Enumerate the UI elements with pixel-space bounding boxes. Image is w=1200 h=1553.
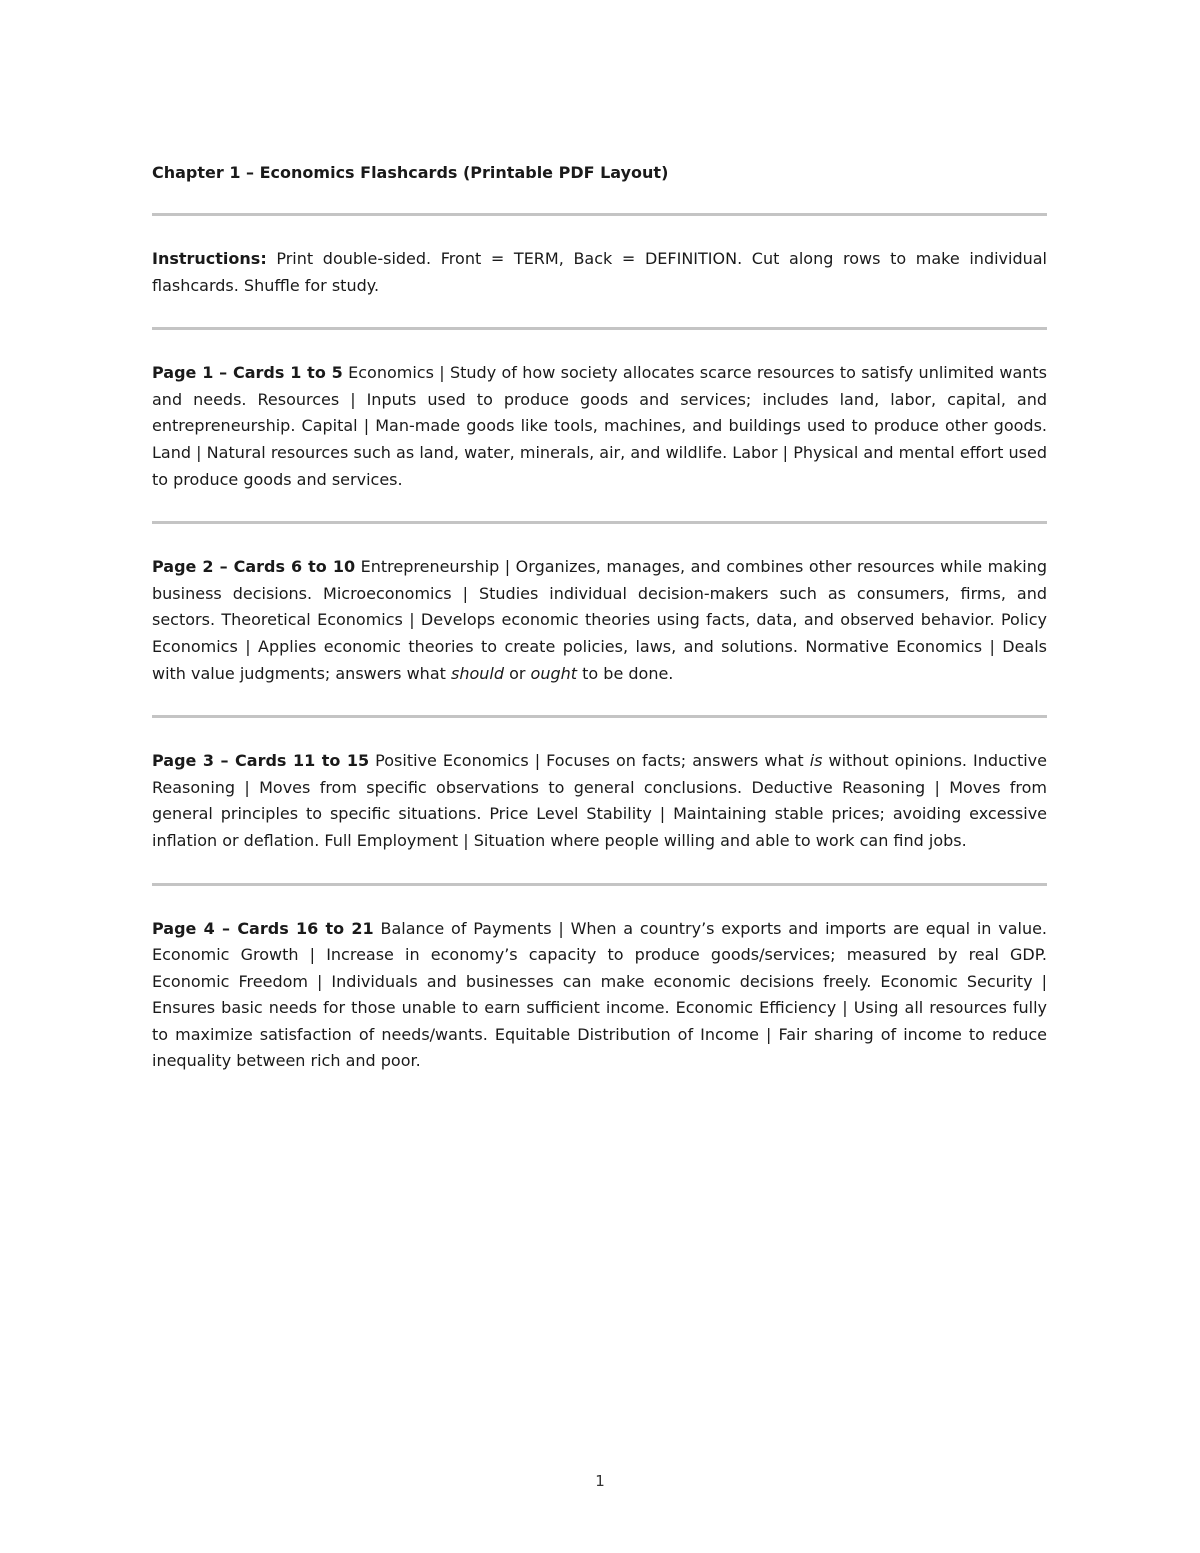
emphasis-is: is xyxy=(809,751,823,771)
section-text: Positive Economics | Focuses on facts; answers what xyxy=(369,751,810,771)
section-page-4 xyxy=(152,916,1047,1076)
section-heading: Page 1 – Cards 1 to 5 xyxy=(152,363,343,383)
document-page xyxy=(152,160,1047,1075)
instructions-label: Instructions: xyxy=(152,249,267,268)
page-number: 1 xyxy=(595,1472,605,1490)
section-text: Balance of Payments | When a country’s exports and imports are equal in value. Economic Growth | Increase in economy’s capacity to produce goods/services; measured by real GDP. Economic Freedom | Individuals and businesses can make economic decisions freely. Economic Security | Ensures basic needs for those unable to earn sufficient income. Economic Efficiency | Using all resources fully to maximize satisfaction of needs/wants. Equitable Distribution of Income | Fair sharing of income to reduce inequality between rich and poor. xyxy=(152,918,1048,1071)
divider xyxy=(152,883,1047,886)
section-text: without opinions. Inductive Reasoning | Moves from specific observations to general conclusions. Deductive Reasoning | Moves from general principles to specific situations. Price Level Stability | Maintaining stable prices; avoiding excessive inflation or deflation. Full Employment | Situation where people willing and able to work can find jobs. xyxy=(152,751,1047,850)
divider xyxy=(152,213,1047,216)
document-title: Chapter 1 – Economics Flashcards (Printable PDF Layout) xyxy=(152,163,669,182)
section-heading: Page 4 – Cards 16 to 21 xyxy=(152,918,374,938)
divider xyxy=(152,521,1047,524)
emphasis-should: should xyxy=(450,663,504,683)
section-text: to be done. xyxy=(577,663,674,683)
instructions-text: Print double-sided. Front = TERM, Back = DEFINITION. Cut along rows to make individual flashcards. Shuffle for study. xyxy=(152,249,1047,295)
divider xyxy=(152,715,1047,718)
instructions-paragraph xyxy=(152,246,1047,299)
section-text: Entrepreneurship | Organizes, manages, and combines other resources while making business decisions. Microeconomics | Studies individual decision-makers such as consumers, firms, and sectors. Theoretical Economics | Develops economic theories using facts, data, and observed behavior. Policy Economics | Applies economic theories to create policies, laws, and solutions. Normative Economics | Deals with value judgments; answers what xyxy=(152,557,1047,683)
section-text: or xyxy=(504,663,531,683)
section-page-3 xyxy=(152,748,1047,854)
section-page-1 xyxy=(152,360,1047,493)
section-heading: Page 2 – Cards 6 to 10 xyxy=(152,557,356,577)
section-page-2 xyxy=(152,554,1047,687)
section-heading: Page 3 – Cards 11 to 15 xyxy=(152,751,370,771)
section-text: Economics | Study of how society allocates scarce resources to satisfy unlimited wants and needs. Resources | Inputs used to produce goods and services; includes land, labor, capital, and entrepreneurship. Capital | Man-made goods like tools, machines, and buildings used to produce other goods. Land | Natural resources such as land, water, minerals, air, and wildlife. Labor | Physical and mental effort used to produce goods and services. xyxy=(152,363,1048,489)
emphasis-ought: ought xyxy=(530,663,578,683)
divider xyxy=(152,327,1047,330)
